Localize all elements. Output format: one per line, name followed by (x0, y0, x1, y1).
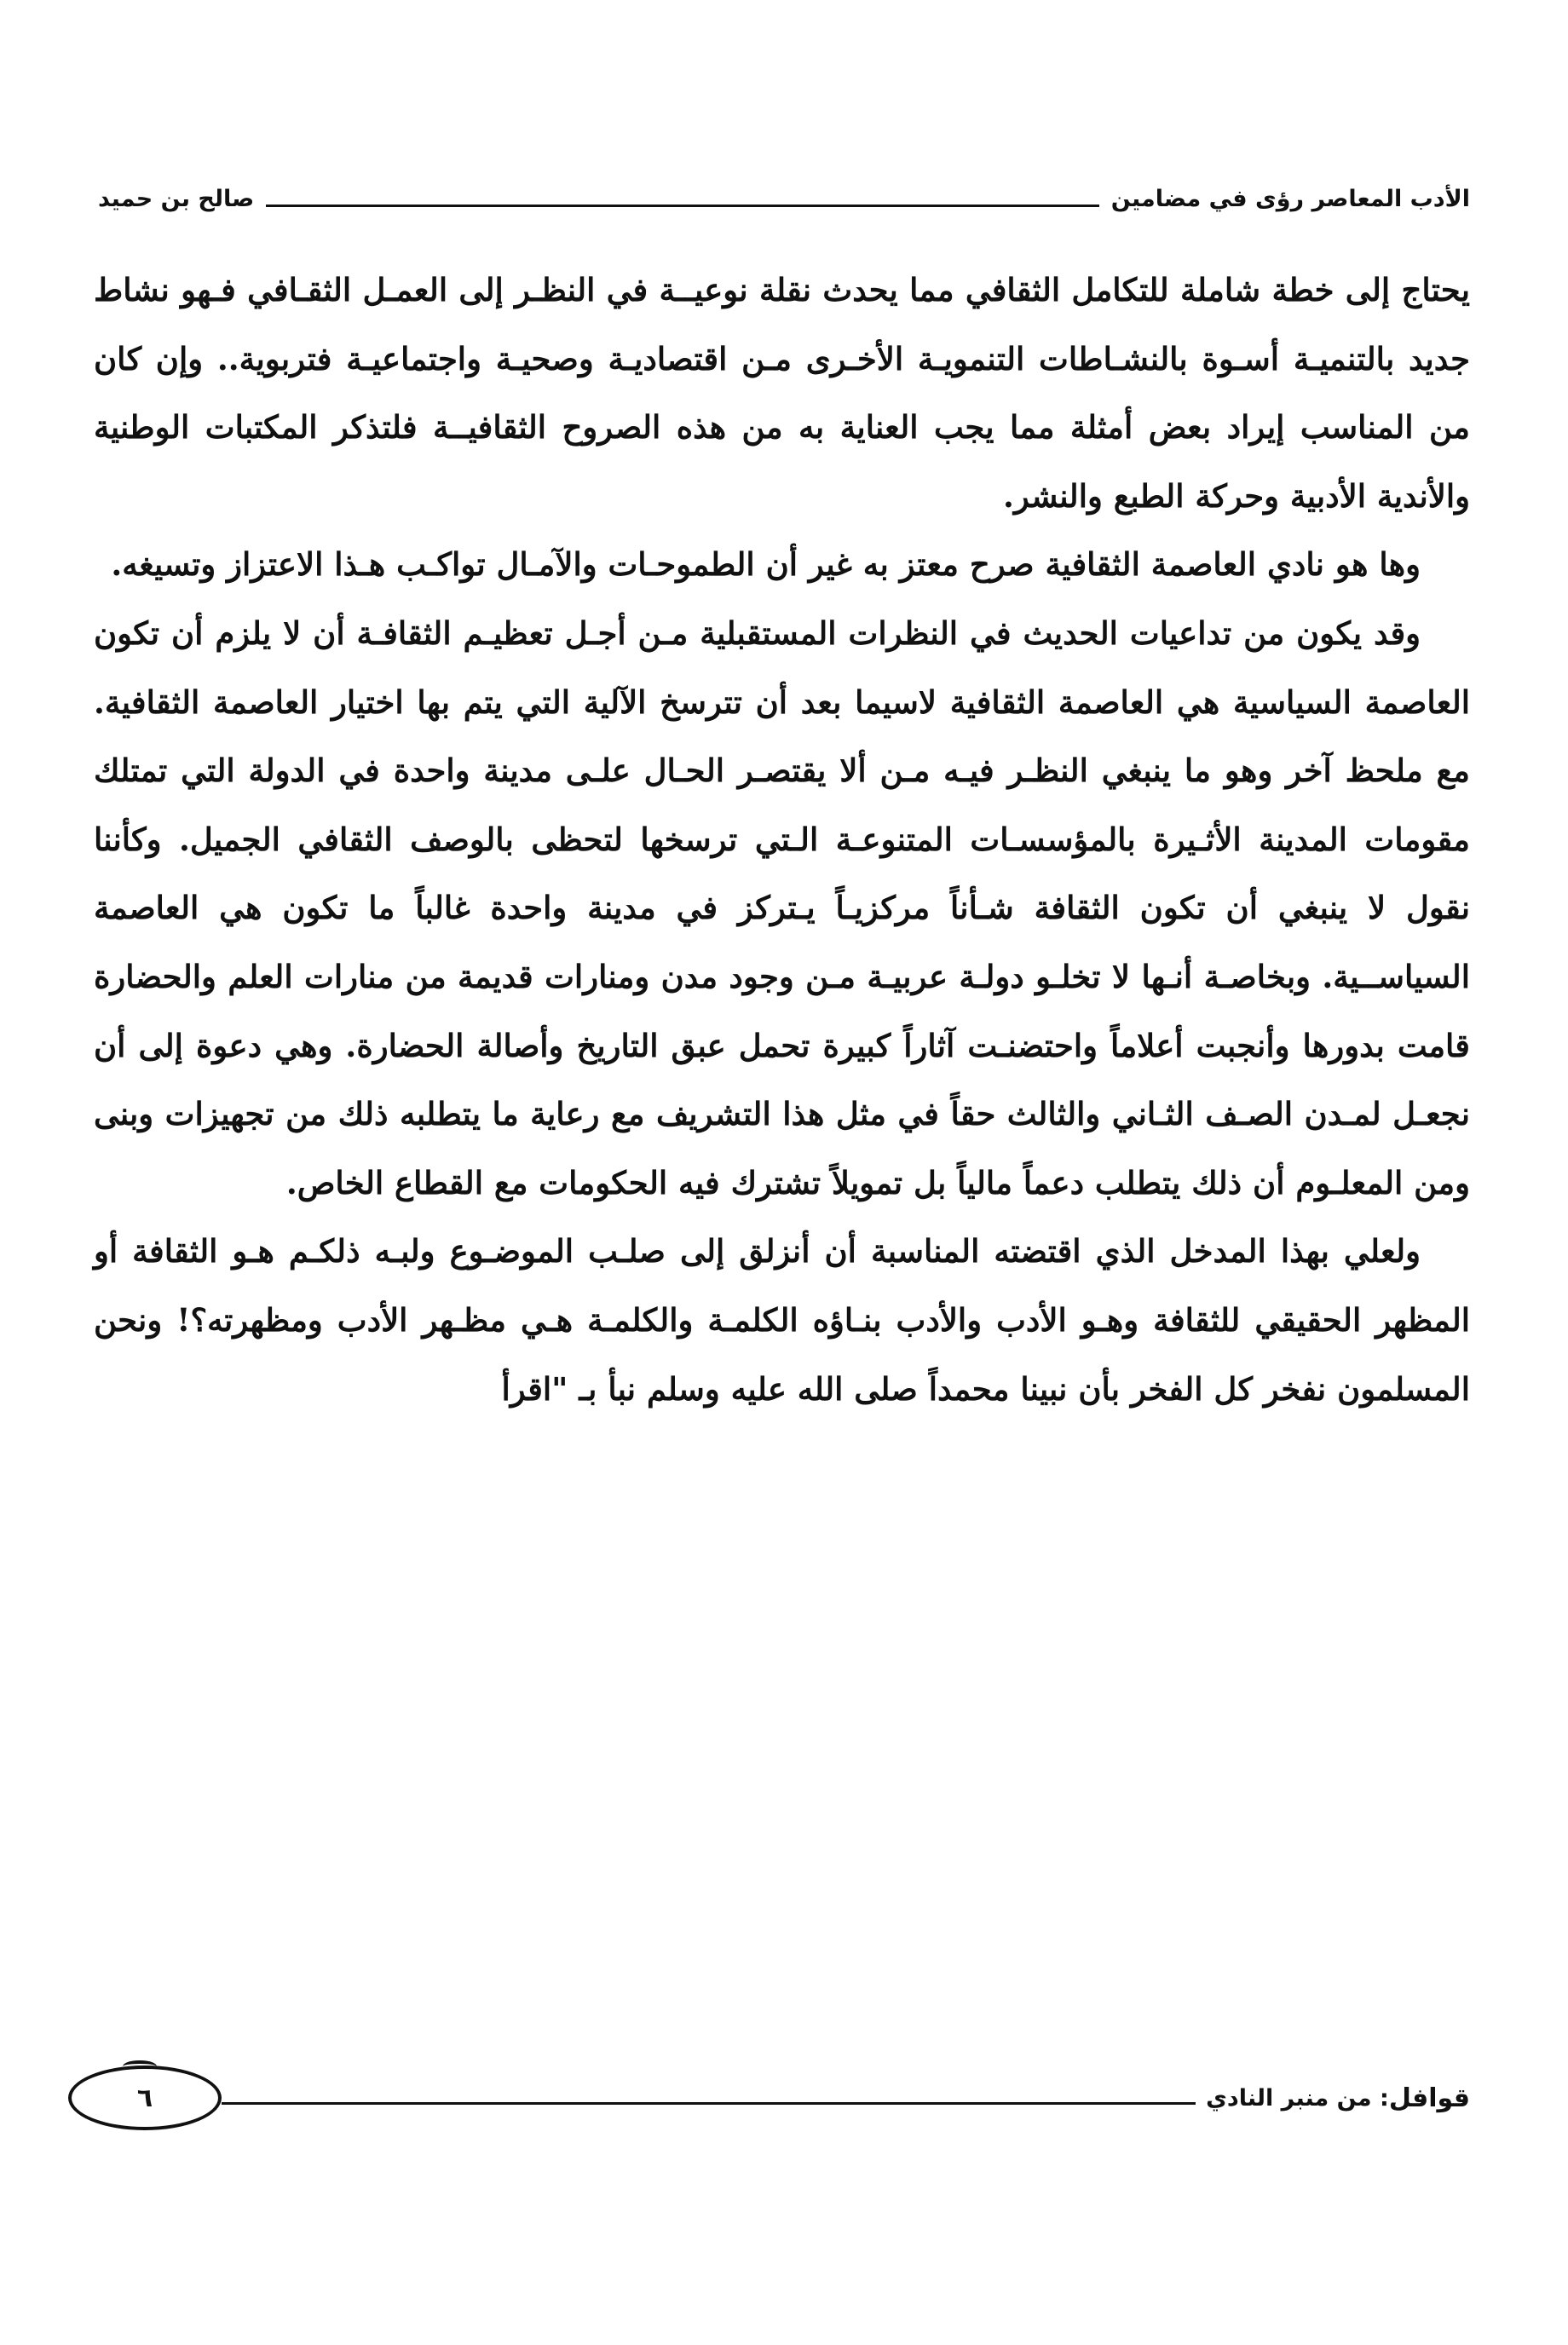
paragraph-2: وها هو نادي العاصمة الثقافية صرح معتز به غير أن الطموحـات والآمـال تواكـب هـذا الاعتزاز وتسيغه. (111, 545, 1421, 584)
footer-subtitle: : من منبر النادي (1206, 2084, 1389, 2112)
series-name: قوافل (1388, 2083, 1470, 2113)
body-text (94, 256, 1470, 1423)
paragraph-4: ولعلي بهذا المدخل الذي اقتضته المناسبة أن أنزلق إلى صلـب الموضـوع ولبـه ذلكـم هـو الثقافة أو المظهر الحقيقي للثقافة وهـو الأدب والأدب بنـاؤه الكلمـة والكلمـة هـي مظـهر الأدب ومظهرته؟! ونحن المسلمون نفخر كل الفخر بأن نبينا محمداً صلى الله عليه وسلم نبأ بـ "اقرأ (94, 1232, 1470, 1408)
running-header (98, 177, 1470, 220)
page-number-badge (68, 2066, 222, 2130)
running-footer (68, 2064, 1470, 2132)
paragraph-1: يحتاج إلى خطة شاملة للتكامل الثقافي مما يحدث نقلة نوعيــة في النظـر إلى العمـل الثقـافي فـهو نشاط جديد بالتنميـة أسـوة بالنشـاطات التنمويـة الأخـرى مـن اقتصاديـة وصحيـة واجتماعيـة فتربوية.. وإن كان من المناسب إيراد بعض أمثلة مما يجب العناية به من هذه الصروح الثقافيــة فلتذكر المكتبات الوطنية والأندية الأدبية وحركة الطبع والنشر. (94, 271, 1470, 515)
paragraph-3: وقد يكون من تداعيات الحديث في النظرات المستقبلية مـن أجـل تعظيـم الثقافـة أن لا يلزم أن تكون العاصمة السياسية هي العاصمة الثقافية لاسيما بعد أن تترسخ الآلية التي يتم بها اختيار العاصمة الثقافية. مع ملحظ آخر وهو ما ينبغي النظـر فيـه مـن ألا يقتصـر الحـال علـى مدينة واحدة في الدولة التي تمتلك مقومات المدينة الأثـيرة بالمؤسسـات المتنوعـة الـتي ترسخها لتحظى بالوصف الثقافي الجميل. وكأننا نقول لا ينبغي أن تكون الثقافة شـأناً مركزيـاً يـتركز في مدينة واحدة غالباً ما تكون هي العاصمة السياســية. وبخاصـة أنـها لا تخلـو دولـة عربيـة مـن وجود مدن ومنارات قديمة من منارات العلم والحضارة قامت بدورها وأنجبت أعلاماً واحتضنـت آثاراً كبيرة تحمل عبق التاريخ وأصالة الحضارة. وهي دعوة إلى أن نجعـل لمـدن الصـف الثـاني والثالث حقاً في مثل هذا التشريف مع رعاية ما يتطلبه ذلك من تجهيزات وبنى ومن المعلـوم أن ذلك يتطلب دعماً مالياً بل تمويلاً تشترك فيه الحكومات مع القطاع الخاص. (94, 614, 1470, 1201)
page-number: ٦ (136, 2083, 153, 2113)
header-rule (266, 205, 1098, 207)
book-title: الأدب المعاصر رؤى في مضامين (1110, 185, 1470, 212)
footer-rule (222, 2102, 1196, 2105)
author-name: صالح بن حميد (98, 185, 255, 212)
